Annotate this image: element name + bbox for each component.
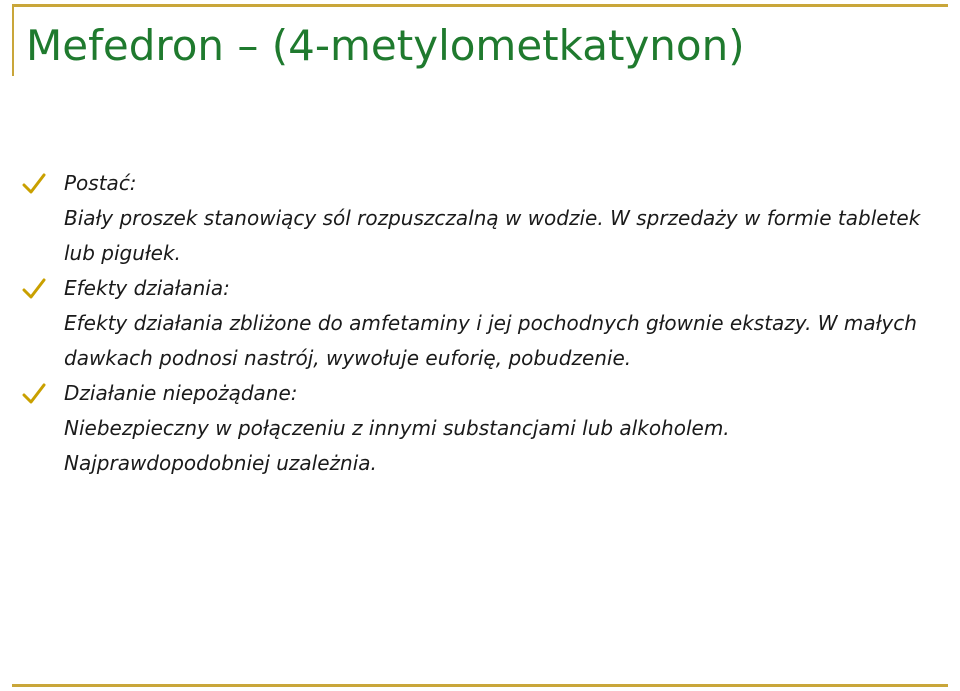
bullet-heading: Postać:: [64, 171, 137, 195]
bullet-body: Niebezpieczny w połączeniu z innymi substancjami lub alkoholem. Najprawdopodobniej uzależnia.: [64, 416, 730, 475]
bullet-body: Biały proszek stanowiący sól rozpuszczalną w wodzie. W sprzedaży w formie tabletek lub pigułek.: [64, 206, 921, 265]
checkmark-icon: [22, 173, 46, 195]
bullet-item-side-effects: [22, 376, 922, 481]
bullet-heading: Działanie niepożądane:: [64, 381, 298, 405]
slide-title: Mefedron – (4-metylometkatynon): [26, 21, 745, 70]
top-rule: [12, 4, 948, 7]
left-rule: [12, 4, 14, 76]
bullet-item-effects: [22, 271, 922, 376]
checkmark-icon: [22, 383, 46, 405]
slide-content: [22, 166, 922, 481]
bottom-rule: [12, 684, 948, 687]
checkmark-icon: [22, 278, 46, 300]
bullet-heading: Efekty działania:: [64, 276, 230, 300]
bullet-body: Efekty działania zbliżone do amfetaminy i jej pochodnych głownie ekstazy. W małych dawkach podnosi nastrój, wywołuje euforię, pobudzenie.: [64, 311, 917, 370]
bullet-item-form: [22, 166, 922, 271]
